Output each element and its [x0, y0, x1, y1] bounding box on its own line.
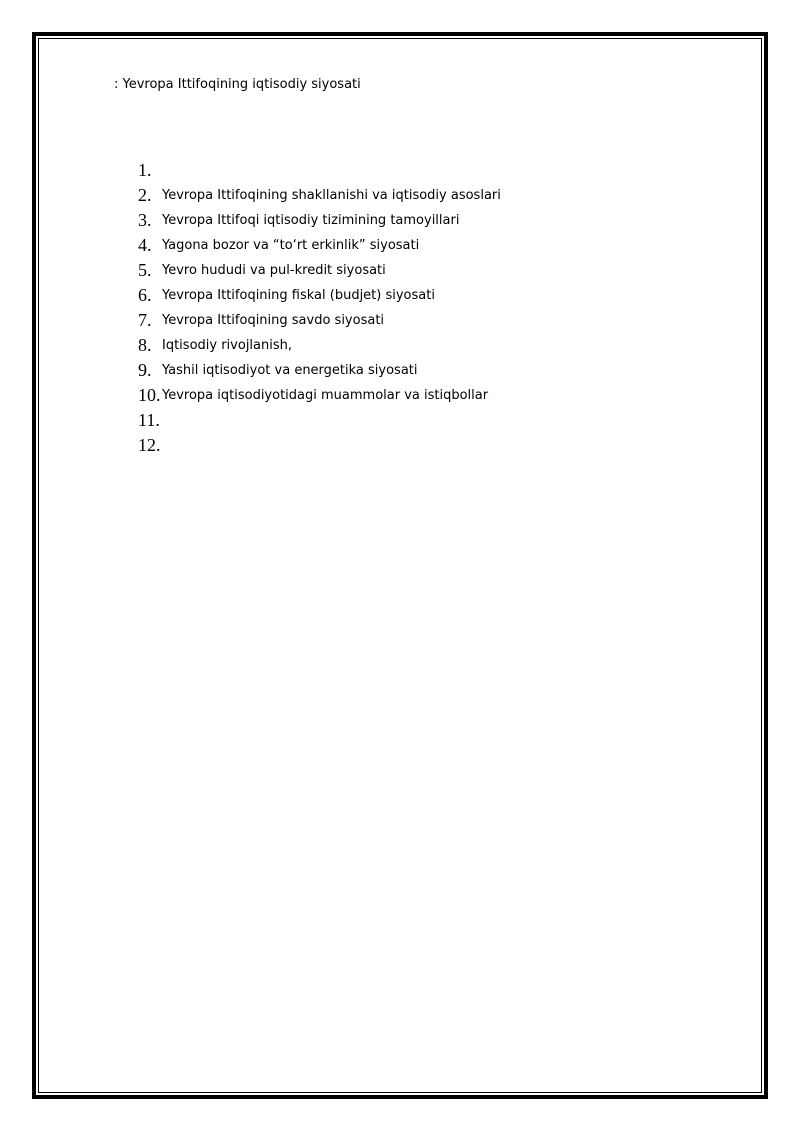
- toc-number: 11.: [138, 410, 160, 430]
- toc-number: 8.: [138, 335, 152, 355]
- toc-item-9: [138, 358, 501, 383]
- toc-item-2: [138, 183, 501, 208]
- toc-number: 5.: [138, 260, 152, 280]
- toc-item-7: [138, 308, 501, 333]
- toc-text: Yevropa iqtisodiyotidagi muammolar va istiqbollar: [162, 388, 489, 403]
- toc-number: 6.: [138, 285, 152, 305]
- toc-number: 7.: [138, 310, 152, 330]
- toc-item-10: [138, 383, 501, 408]
- toc-number: 9.: [138, 360, 152, 380]
- toc-text: Yagona bozor va “to‘rt erkinlik” siyosati: [162, 238, 420, 253]
- document-title: : Yevropa Ittifoqining iqtisodiy siyosati: [114, 77, 361, 92]
- toc-number: 3.: [138, 210, 152, 230]
- toc-item-4: [138, 233, 501, 258]
- toc-number: 10.: [138, 385, 161, 405]
- toc-text: Iqtisodiy rivojlanish,: [162, 338, 292, 353]
- toc-number: 1.: [138, 160, 152, 180]
- toc-item-1: [138, 158, 501, 183]
- toc-text: Yevropa Ittifoqining savdo siyosati: [162, 313, 385, 328]
- toc-text: Yevro hududi va pul-kredit siyosati: [162, 263, 386, 278]
- toc-item-12: [138, 433, 501, 458]
- toc-item-3: [138, 208, 501, 233]
- toc-item-6: [138, 283, 501, 308]
- toc-number: 4.: [138, 235, 152, 255]
- toc-text: Yevropa Ittifoqining shakllanishi va iqtisodiy asoslari: [162, 188, 501, 203]
- toc-text: Yevropa Ittifoqi iqtisodiy tizimining tamoyillari: [162, 213, 460, 228]
- toc-item-5: [138, 258, 501, 283]
- toc-number: 2.: [138, 185, 152, 205]
- table-of-contents: [138, 158, 501, 458]
- toc-text: Yashil iqtisodiyot va energetika siyosati: [162, 363, 418, 378]
- toc-text: Yevropa Ittifoqining fiskal (budjet) siyosati: [162, 288, 435, 303]
- toc-item-11: [138, 408, 501, 433]
- toc-item-8: [138, 333, 501, 358]
- toc-number: 12.: [138, 435, 161, 455]
